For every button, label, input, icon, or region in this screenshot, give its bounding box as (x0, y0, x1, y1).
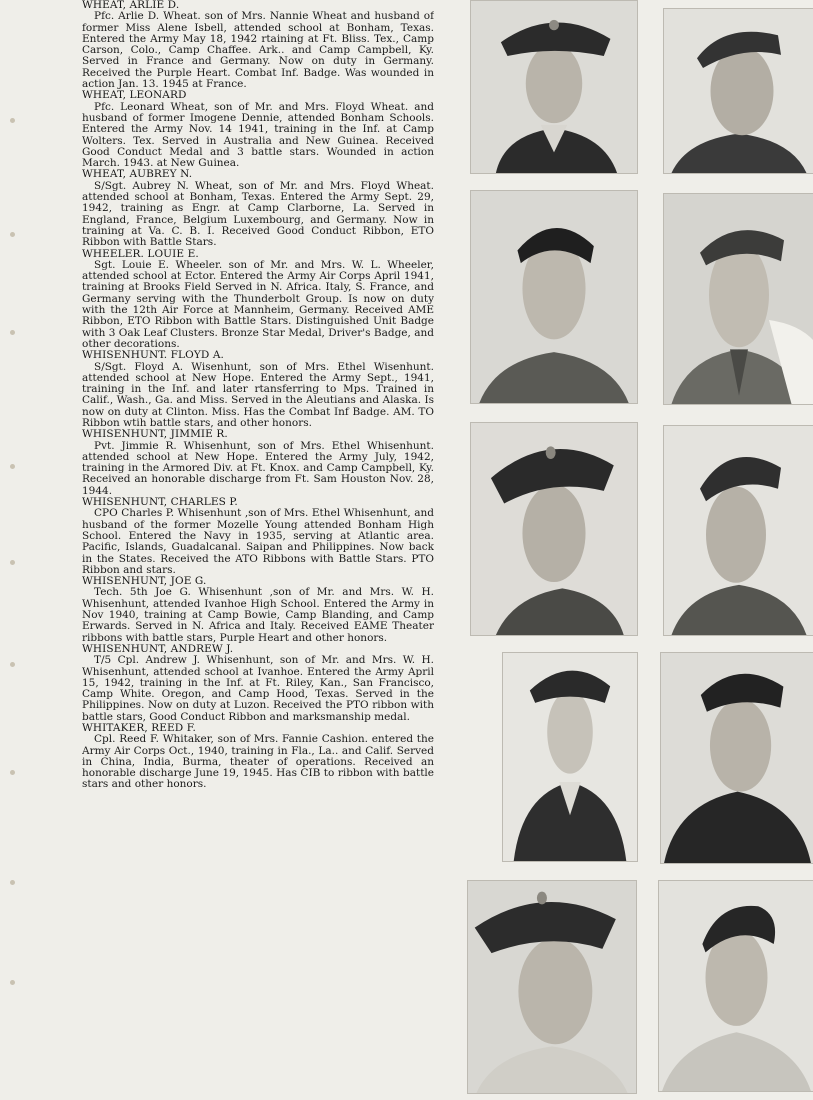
portrait-photo-wheat-aubrey (470, 190, 638, 404)
entry-whisenhunt-jimmie (82, 429, 434, 497)
binder-hole (10, 330, 15, 335)
biography-column (82, 0, 434, 1100)
binder-hole (10, 232, 15, 237)
entry-body: CPO Charles P. Whisenhunt ,son of Mrs. Ethel Whisenhunt, and husband of the former Mozelle Young attended Bonham High School. Entered the Navy in 1935, serving at Atlantic area. Pacific, Islands, Guadalcanal. Saipan and Philippines. Now back in the States. Received the ATO Ribbons with Battle Stars. PTO Ribbon and stars. (82, 507, 434, 576)
binder-hole (10, 464, 15, 469)
entry-name: WHISENHUNT, JIMMIE R. (82, 428, 228, 441)
entry-name: WHEAT, AUBREY N. (82, 168, 193, 181)
entry-wheeler-louie (82, 249, 434, 351)
entry-name: WHISENHUNT, JOE G. (82, 575, 207, 588)
portrait-photo-whisenhunt-floyd (470, 422, 638, 636)
entry-name: WHEAT, ARLIE D. (82, 0, 180, 11)
entry-whitaker-reed (82, 723, 434, 791)
portrait-photo-wheat-leonard (663, 8, 813, 174)
portrait-photo-whisenhunt-joe (660, 652, 813, 864)
portrait-photo-whisenhunt-charles (502, 652, 638, 862)
binder-hole (10, 980, 15, 985)
entry-name: WHEELER. LOUIE E. (82, 247, 199, 260)
binder-hole (10, 770, 15, 775)
portrait-photo-wheeler-louie (663, 193, 813, 405)
entry-body: S/Sgt. Aubrey N. Wheat, son of Mr. and Mrs. Floyd Wheat. attended school at Bonham, Texas. Entered the Army Sept. 29, 1942, training as Engr. at Camp Clarborne, La. Served in England, France, Belgium Luxembourg, and Germany. Now in training at Va. C. B. I. Received Good Conduct Ribbon, ETO Ribbon with Battle Stars. (82, 179, 434, 249)
entry-wheat-leonard (82, 90, 434, 169)
entry-body: Sgt. Louie E. Wheeler. son of Mr. and Mrs. W. L. Wheeler, attended school at Ector. Entered the Army Air Corps April 1941, training at Brooks Field Served in N. Africa. Italy, S. France, and Germany serving with the Thunderbolt Group. Is now on duty with the 12th Air Force at Mannheim, Germany. Received AME Ribbon, ETO Ribbon with Battle Stars. Distinguished Unit Badge with 3 Oak Leaf Clusters. Bronze Star Medal, Driver's Badge, and other decorations. (82, 258, 434, 350)
portrait-photo-whitaker-reed (658, 880, 813, 1092)
entry-whisenhunt-floyd (82, 350, 434, 429)
entry-body: Cpl. Reed F. Whitaker, son of Mrs. Fannie Cashion. entered the Army Air Corps Oct., 1940, training in Fla., La.. and Calif. Served in China, India, Burma, theater of operations. Received an honorable discharge June 19, 1945. Has CIB to ribbon with battle stars and other honors. (82, 733, 434, 791)
portrait-photo-whisenhunt-andrew (467, 880, 637, 1094)
entry-name: WHISENHUNT, ANDREW J. (82, 642, 234, 655)
entry-name: WHISENHUNT. FLOYD A. (82, 349, 224, 362)
entry-whisenhunt-joe (82, 576, 434, 644)
entry-name: WHEAT, LEONARD (82, 89, 187, 102)
entry-wheat-arlie (82, 0, 434, 90)
binder-hole (10, 118, 15, 123)
entry-body: T/5 Cpl. Andrew J. Whisenhunt, son of Mr. and Mrs. W. H. Whisenhunt, attended school at Ivanhoe. Entered the Army April 15, 1942, training in the Inf. at Ft. Riley, Kan., San Francisco, Camp White. Oregon, and Camp Hood, Texas. Served in the Philippines. Now on duty at Luzon. Received the PTO ribbon with battle stars, Good Conduct Ribbon and marksmanship medal. (82, 654, 434, 723)
portrait-photo-whisenhunt-jimmie (663, 425, 813, 636)
entry-whisenhunt-andrew (82, 644, 434, 723)
entry-body: Pvt. Jimmie R. Whisenhunt, son of Mrs. Ethel Whisenhunt. attended school at New Hope. Entered the Army July, 1942, training in the Armored Div. at Ft. Knox. and Camp Campbell, Ky. Received an honorable discharge from Ft. Sam Houston Nov. 28, 1944. (82, 439, 434, 497)
binder-hole (10, 560, 15, 565)
entry-body: Tech. 5th Joe G. Whisenhunt ,son of Mr. and Mrs. W. H. Whisenhunt, attended Ivanhoe High School. Entered the Army in Nov 1940, training at Camp Bowie, Camp Blanding, and Camp Erwards. Served in N. Africa and Italy. Received EAME Theater ribbons with battle stars, Purple Heart and other honors. (82, 586, 434, 644)
entry-body: S/Sgt. Floyd A. Wisenhunt, son of Mrs. Ethel Wisenhunt. attended school at New Hope. Entered the Army Sept., 1941, training in the Inf. and later rtansferring to Mps. Trained in Calif., Wash., Ga. and Miss. Served in the Aleutians and Alaska. Is now on duty at Clinton. Miss. Has the Combat Inf Badge. AM. TO Ribbon wtih battle stars, and other honors. (82, 360, 434, 429)
entry-name: WHISENHUNT, CHARLES P. (82, 496, 238, 509)
entry-body: Pfc. Arlie D. Wheat. son of Mrs. Nannie Wheat and husband of former Miss Alene Isbell, attended school at Bonham, Texas. Entered the Army May 18, 1942 rtaining at Ft. Bliss. Tex., Camp Carson, Colo., Camp Chaffee. Ark.. and Camp Campbell, Ky. Served in France and Germany. Now on duty in Germany. Received the Purple Heart. Combat Inf. Badge. Was wounded in action Jan. 13. 1945 at France. (82, 10, 434, 91)
binder-hole (10, 880, 15, 885)
entry-body: Pfc. Leonard Wheat, son of Mr. and Mrs. Floyd Wheat. and husband of former Imogene Dennie, attended Bonham Schools. Entered the Army Nov. 14 1941, training in the Inf. at Camp Wolters. Tex. Served in Australia and New Guinea. Received Good Conduct Medal and 3 battle stars. Wounded in action March. 1943. at New Guinea. (82, 100, 434, 170)
binder-hole (10, 662, 15, 667)
entry-name: WHITAKER, REED F. (82, 722, 196, 734)
portrait-photo-wheat-arlie (470, 0, 638, 174)
entry-whisenhunt-charles (82, 497, 434, 576)
binder-holes (8, 0, 20, 1100)
entry-wheat-aubrey (82, 169, 434, 248)
